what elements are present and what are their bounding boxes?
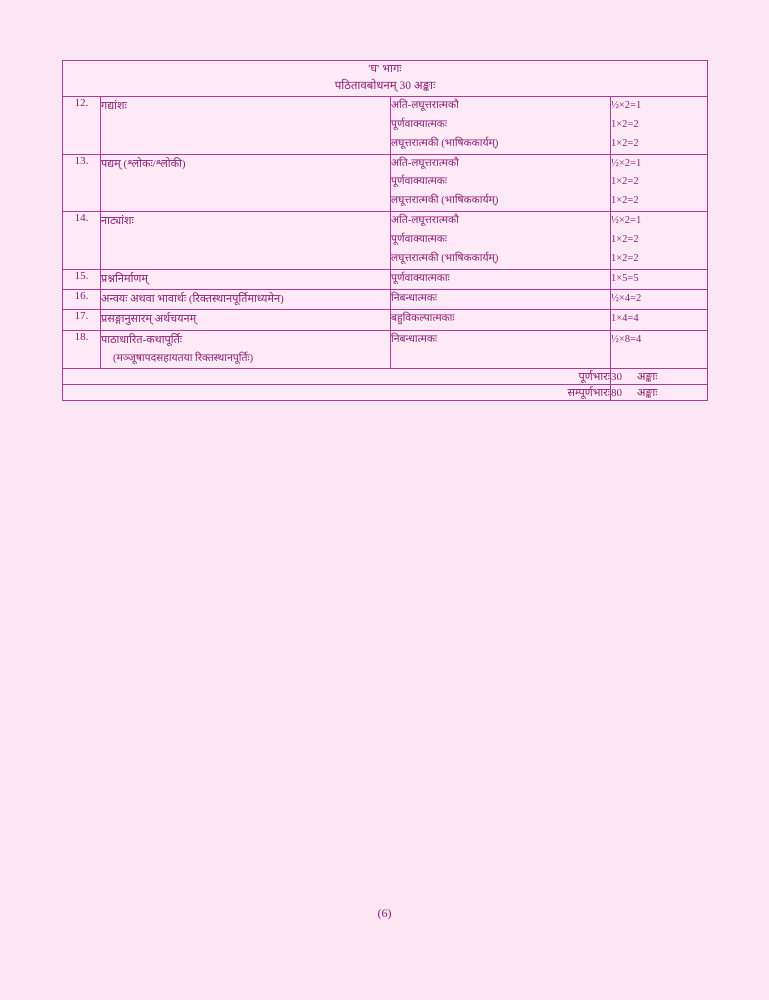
table-row	[63, 96, 708, 154]
row-topic-text: अन्वयः अथवा भावार्थः (रिक्तस्थानपूर्तिमाध्यमेन)	[101, 293, 284, 306]
row-topic-subtext: (मञ्जूषापदसहायतया रिक्तस्थानपूर्तिः)	[113, 352, 254, 364]
section-header-cell	[63, 61, 708, 97]
table-row	[63, 269, 708, 289]
total-label: पूर्णभारः	[63, 369, 611, 385]
grand-total-unit: अङ्काः	[637, 387, 658, 400]
marks-line: 1×5=5	[611, 272, 639, 284]
row-serial: 15.	[63, 269, 101, 289]
row-topic-text: पद्यम् (श्लोकः/श्लोकी)	[101, 157, 186, 170]
marks-line: 1×2=2	[611, 137, 639, 149]
grand-total-value	[611, 385, 708, 401]
row-serial: 16.	[63, 290, 101, 310]
row-serial: 13.	[63, 154, 101, 212]
marks-line: ½×2=1	[611, 157, 642, 169]
question-type-line: निबन्धात्मकः	[391, 293, 438, 305]
row-topic	[101, 154, 391, 212]
total-unit: अङ्काः	[637, 371, 658, 384]
section-subtitle: पठितावबोधनम् 30 अङ्काः	[334, 80, 436, 93]
question-type-line: लघूत्तरात्मकी (भाषिककार्यम्)	[391, 252, 499, 264]
question-type-line: अति-लघूत्तरात्मकौ	[391, 215, 459, 227]
row-topic	[101, 212, 391, 270]
question-type-line: लघूत्तरात्मकी (भाषिककार्यम्)	[391, 137, 499, 149]
row-question-types	[391, 290, 611, 310]
row-topic-text: गद्यांशः	[101, 99, 127, 112]
row-marks	[611, 330, 708, 369]
row-topic	[101, 290, 391, 310]
question-type-line: पूर्णवाक्यात्मकः	[391, 176, 447, 188]
grand-total-row	[63, 385, 708, 401]
marks-line: ½×4=2	[611, 293, 642, 305]
row-serial: 12.	[63, 96, 101, 154]
row-question-types	[391, 330, 611, 369]
question-type-line: अति-लघूत्तरात्मकौ	[391, 99, 459, 111]
marks-line: 1×2=2	[611, 234, 639, 246]
row-question-types	[391, 212, 611, 270]
marks-line: ½×2=1	[611, 215, 642, 227]
row-serial: 18.	[63, 330, 101, 369]
row-marks	[611, 154, 708, 212]
row-topic	[101, 310, 391, 330]
row-question-types	[391, 154, 611, 212]
row-topic	[101, 96, 391, 154]
question-type-line: लघूत्तरात्मकी (भाषिककार्यम्)	[391, 195, 499, 207]
total-value	[611, 369, 708, 385]
row-topic-text: प्रसङ्गानुसारम् अर्थचयनम्	[101, 313, 197, 326]
total-row	[63, 369, 708, 385]
table-header-row	[63, 61, 708, 97]
question-type-line: बहुविकल्पात्मकाः	[391, 313, 455, 325]
table-row	[63, 330, 708, 369]
question-type-line: अति-लघूत्तरात्मकौ	[391, 157, 459, 169]
row-topic-text: पाठाधारित-कथापूर्तिः	[101, 333, 183, 346]
question-type-line: निबन्धात्मकः	[391, 333, 438, 345]
row-topic	[101, 330, 391, 369]
marks-distribution-table	[62, 60, 708, 401]
marks-line: ½×8=4	[611, 333, 642, 345]
row-question-types	[391, 269, 611, 289]
table-body	[63, 61, 708, 401]
row-serial: 17.	[63, 310, 101, 330]
marks-line: 1×2=2	[611, 252, 639, 264]
row-question-types	[391, 310, 611, 330]
row-marks	[611, 96, 708, 154]
row-serial: 14.	[63, 212, 101, 270]
row-marks	[611, 290, 708, 310]
marks-line: ½×2=1	[611, 99, 642, 111]
grand-total-label: सम्पूर्णभारः	[63, 385, 611, 401]
page-number: (6)	[377, 906, 392, 920]
row-marks	[611, 310, 708, 330]
row-marks	[611, 212, 708, 270]
table-row	[63, 212, 708, 270]
row-question-types	[391, 96, 611, 154]
row-topic-text: प्रश्ननिर्माणम्	[101, 272, 148, 285]
marks-line: 1×2=2	[611, 118, 639, 130]
row-marks	[611, 269, 708, 289]
question-type-line: पूर्णवाक्यात्मकः	[391, 234, 447, 246]
total-number: 30	[611, 371, 622, 384]
marks-line: 1×2=2	[611, 176, 639, 188]
marks-line: 1×2=2	[611, 195, 639, 207]
marks-line: 1×4=4	[611, 313, 639, 325]
table-row	[63, 290, 708, 310]
section-title: 'घ' भागः	[368, 63, 402, 75]
grand-total-number: 80	[611, 387, 622, 400]
question-type-line: पूर्णवाक्यात्मकः	[391, 118, 447, 130]
question-type-line: पूर्णवाक्यात्मकाः	[391, 272, 450, 284]
table-row	[63, 310, 708, 330]
row-topic-text: नाट्यांशः	[101, 215, 134, 228]
marks-distribution-table-wrapper	[62, 60, 708, 401]
table-row	[63, 154, 708, 212]
row-topic	[101, 269, 391, 289]
